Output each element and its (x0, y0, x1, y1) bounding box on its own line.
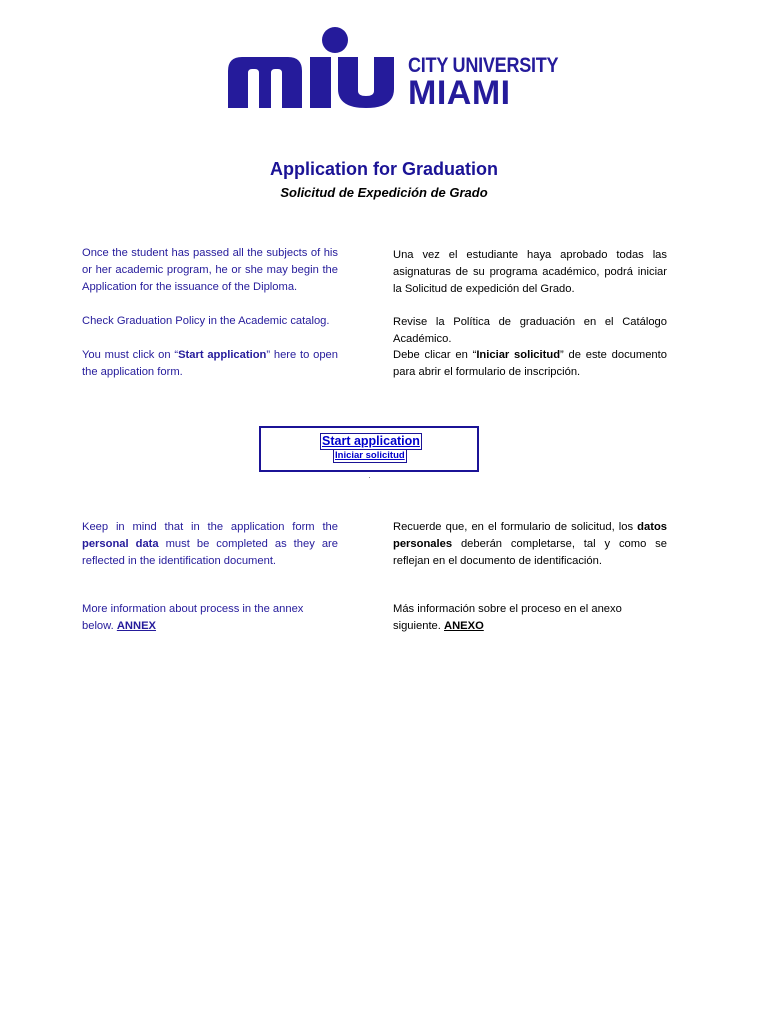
logo-line-miami: MIAMI (408, 74, 511, 112)
en-start-application-emphasis: Start application (178, 349, 267, 361)
es-more-info-paragraph (393, 601, 667, 635)
es-click-text-post: ” de este documento para abrir el formulario de inscripción. (393, 349, 667, 378)
en-click-text-pre: You must click on “ (82, 349, 179, 361)
en-personal-text-pre: Keep in mind that in the application form the (82, 521, 338, 533)
en-intro-paragraph: Once the student has passed all the subjects of his or her academic program, he or she may begin the Application for the issuance of the Diploma. (82, 247, 338, 293)
es-personal-text-post: deberán completarse, tal y como se reflejan en el documento de identificación. (393, 538, 667, 567)
es-click-paragraph (393, 347, 667, 381)
es-personal-text-pre: Recuerde que, en el formulario de solicitud, los (393, 521, 638, 533)
es-personal-data-paragraph (393, 519, 667, 570)
es-datos-personales-emphasis: datos personales (393, 521, 667, 550)
en-policy-paragraph: Check Graduation Policy in the Academic catalog. (82, 315, 330, 327)
en-personal-text-post: must be completed as they are reflected in the identification document. (82, 538, 338, 567)
en-click-text-post: ” here to open the application form. (82, 349, 338, 378)
en-more-info-paragraph (82, 601, 338, 635)
en-more-info-text: More information about process in the annex below. (82, 603, 304, 632)
start-application-button[interactable]: Start application (322, 434, 420, 448)
logo-line-city-university: CITY UNIVERSITY (408, 54, 559, 77)
es-intro-paragraph: Una vez el estudiante haya aprobado todas las asignaturas de su programa académico, podrá iniciar la Solicitud de expedición del Grado. (393, 249, 667, 295)
en-personal-data-paragraph (82, 519, 338, 570)
miu-logo-mark (228, 27, 408, 109)
es-iniciar-solicitud-emphasis: Iniciar solicitud (476, 349, 561, 361)
logo-wordmark (408, 54, 583, 112)
iniciar-solicitud-button[interactable]: Iniciar solicitud (335, 450, 405, 461)
start-application-box (259, 426, 479, 472)
page-title: Application for Graduation (270, 159, 498, 179)
en-click-paragraph (82, 347, 338, 381)
es-policy-paragraph: Revise la Política de graduación en el Catálogo Académico. (393, 316, 667, 345)
es-more-info-text: Más información sobre el proceso en el anexo siguiente. (393, 603, 622, 632)
annex-link[interactable]: ANNEX (116, 620, 157, 632)
en-personal-data-emphasis: personal data (82, 538, 159, 550)
separator-dot (369, 477, 370, 478)
es-click-text-pre: Debe clicar en “ (393, 349, 477, 361)
city-university-miami-logo (228, 27, 559, 112)
page-subtitle: Solicitud de Expedición de Grado (280, 185, 488, 200)
anexo-link[interactable]: ANEXO (444, 620, 484, 632)
